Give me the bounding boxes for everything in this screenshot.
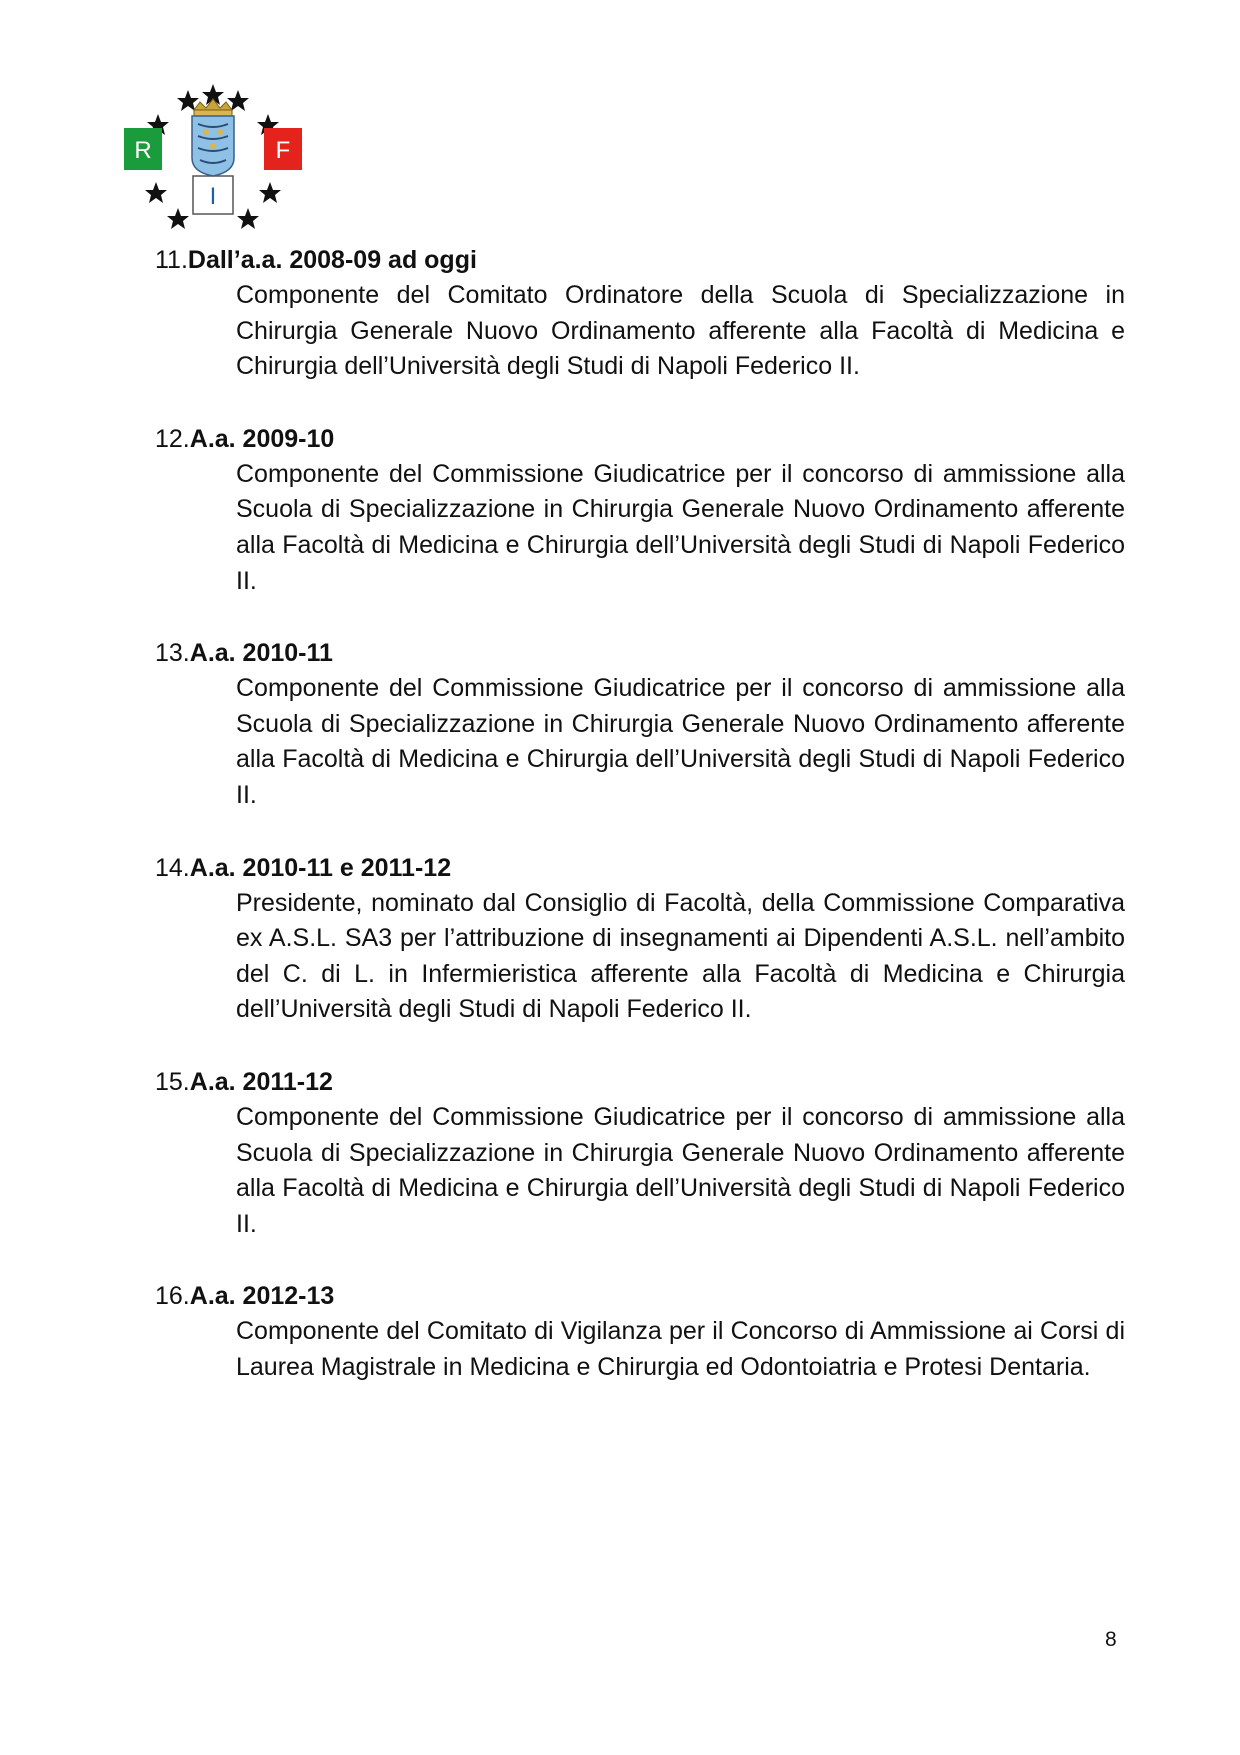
entry-heading xyxy=(155,850,1125,886)
list-item xyxy=(155,850,1125,1028)
entry-number: 11. xyxy=(155,246,188,274)
list-item xyxy=(155,635,1125,813)
list-item xyxy=(155,1278,1125,1385)
entry-number: 15. xyxy=(155,1067,190,1096)
page-number: 8 xyxy=(1105,1628,1117,1651)
svg-text:I: I xyxy=(209,183,217,210)
entry-number: 13. xyxy=(155,639,190,668)
entry-text: Componente del Commissione Giudicatrice per il concorso di ammissione alla Scuola di Specializzazione in Chirurgia Generale Nuovo Ordinamento afferente alla Facoltà di Medicina e Chirurgia dell’Università degli Studi di Napoli Federico II. xyxy=(236,459,1125,595)
entry-heading xyxy=(155,1278,1125,1314)
entry-text: Componente del Comitato di Vigilanza per il Concorso di Ammissione ai Corsi di Laurea Magistrale in Medicina e Chirurgia ed Odontoiatria e Protesi Dentaria. xyxy=(236,1317,1125,1381)
entry-title: Dall’a.a. 2008-09 ad oggi xyxy=(187,246,477,274)
entry-number: 16. xyxy=(155,1282,190,1311)
entry-number: 12. xyxy=(155,424,190,453)
entry-text: Componente del Commissione Giudicatrice per il concorso di ammissione alla Scuola di Specializzazione in Chirurgia Generale Nuovo Ordinamento afferente alla Facoltà di Medicina e Chirurgia dell’Università degli Studi di Napoli Federico II. xyxy=(236,1102,1125,1238)
entry-title: A.a. 2010-11 xyxy=(189,639,333,668)
logo-emblem-icon xyxy=(118,72,308,242)
list-item xyxy=(155,242,1125,385)
entry-number: 14. xyxy=(155,853,190,882)
entry-heading xyxy=(155,635,1125,671)
entry-text: Componente del Commissione Giudicatrice per il concorso di ammissione alla Scuola di Specializzazione in Chirurgia Generale Nuovo Ordinamento afferente alla Facoltà di Medicina e Chirurgia dell’Università degli Studi di Napoli Federico II. xyxy=(236,674,1125,809)
rfi-logo xyxy=(118,72,308,242)
list-item xyxy=(155,421,1125,599)
entry-title: A.a. 2011-12 xyxy=(189,1067,333,1096)
entry-heading xyxy=(155,1064,1125,1100)
entries-list xyxy=(155,242,1125,1421)
entry-text: Componente del Comitato Ordinatore della Scuola di Specializzazione in Chirurgia Generale Nuovo Ordinamento afferente alla Facoltà di Medicina e Chirurgia dell’Università degli Studi di Napoli Federico II. xyxy=(236,281,1125,381)
list-item xyxy=(155,1064,1125,1242)
entry-text: Presidente, nominato dal Consiglio di Facoltà, della Commissione Comparativa ex A.S.L. SA3 per l’attribuzione di insegnamenti ai Dipendenti A.S.L. nell’ambito del C. di L. in Infermieristica afferente alla Facoltà di Medicina e Chirurgia dell’Università degli Studi di Napoli Federico II. xyxy=(236,888,1125,1024)
entry-title: A.a. 2009-10 xyxy=(189,424,335,453)
entry-heading xyxy=(155,421,1125,457)
svg-text:F: F xyxy=(275,137,291,164)
entry-title: A.a. 2010-11 e 2011-12 xyxy=(189,853,452,882)
entry-heading xyxy=(155,242,1125,278)
entry-title: A.a. 2012-13 xyxy=(189,1282,335,1311)
svg-text:R: R xyxy=(134,137,152,164)
